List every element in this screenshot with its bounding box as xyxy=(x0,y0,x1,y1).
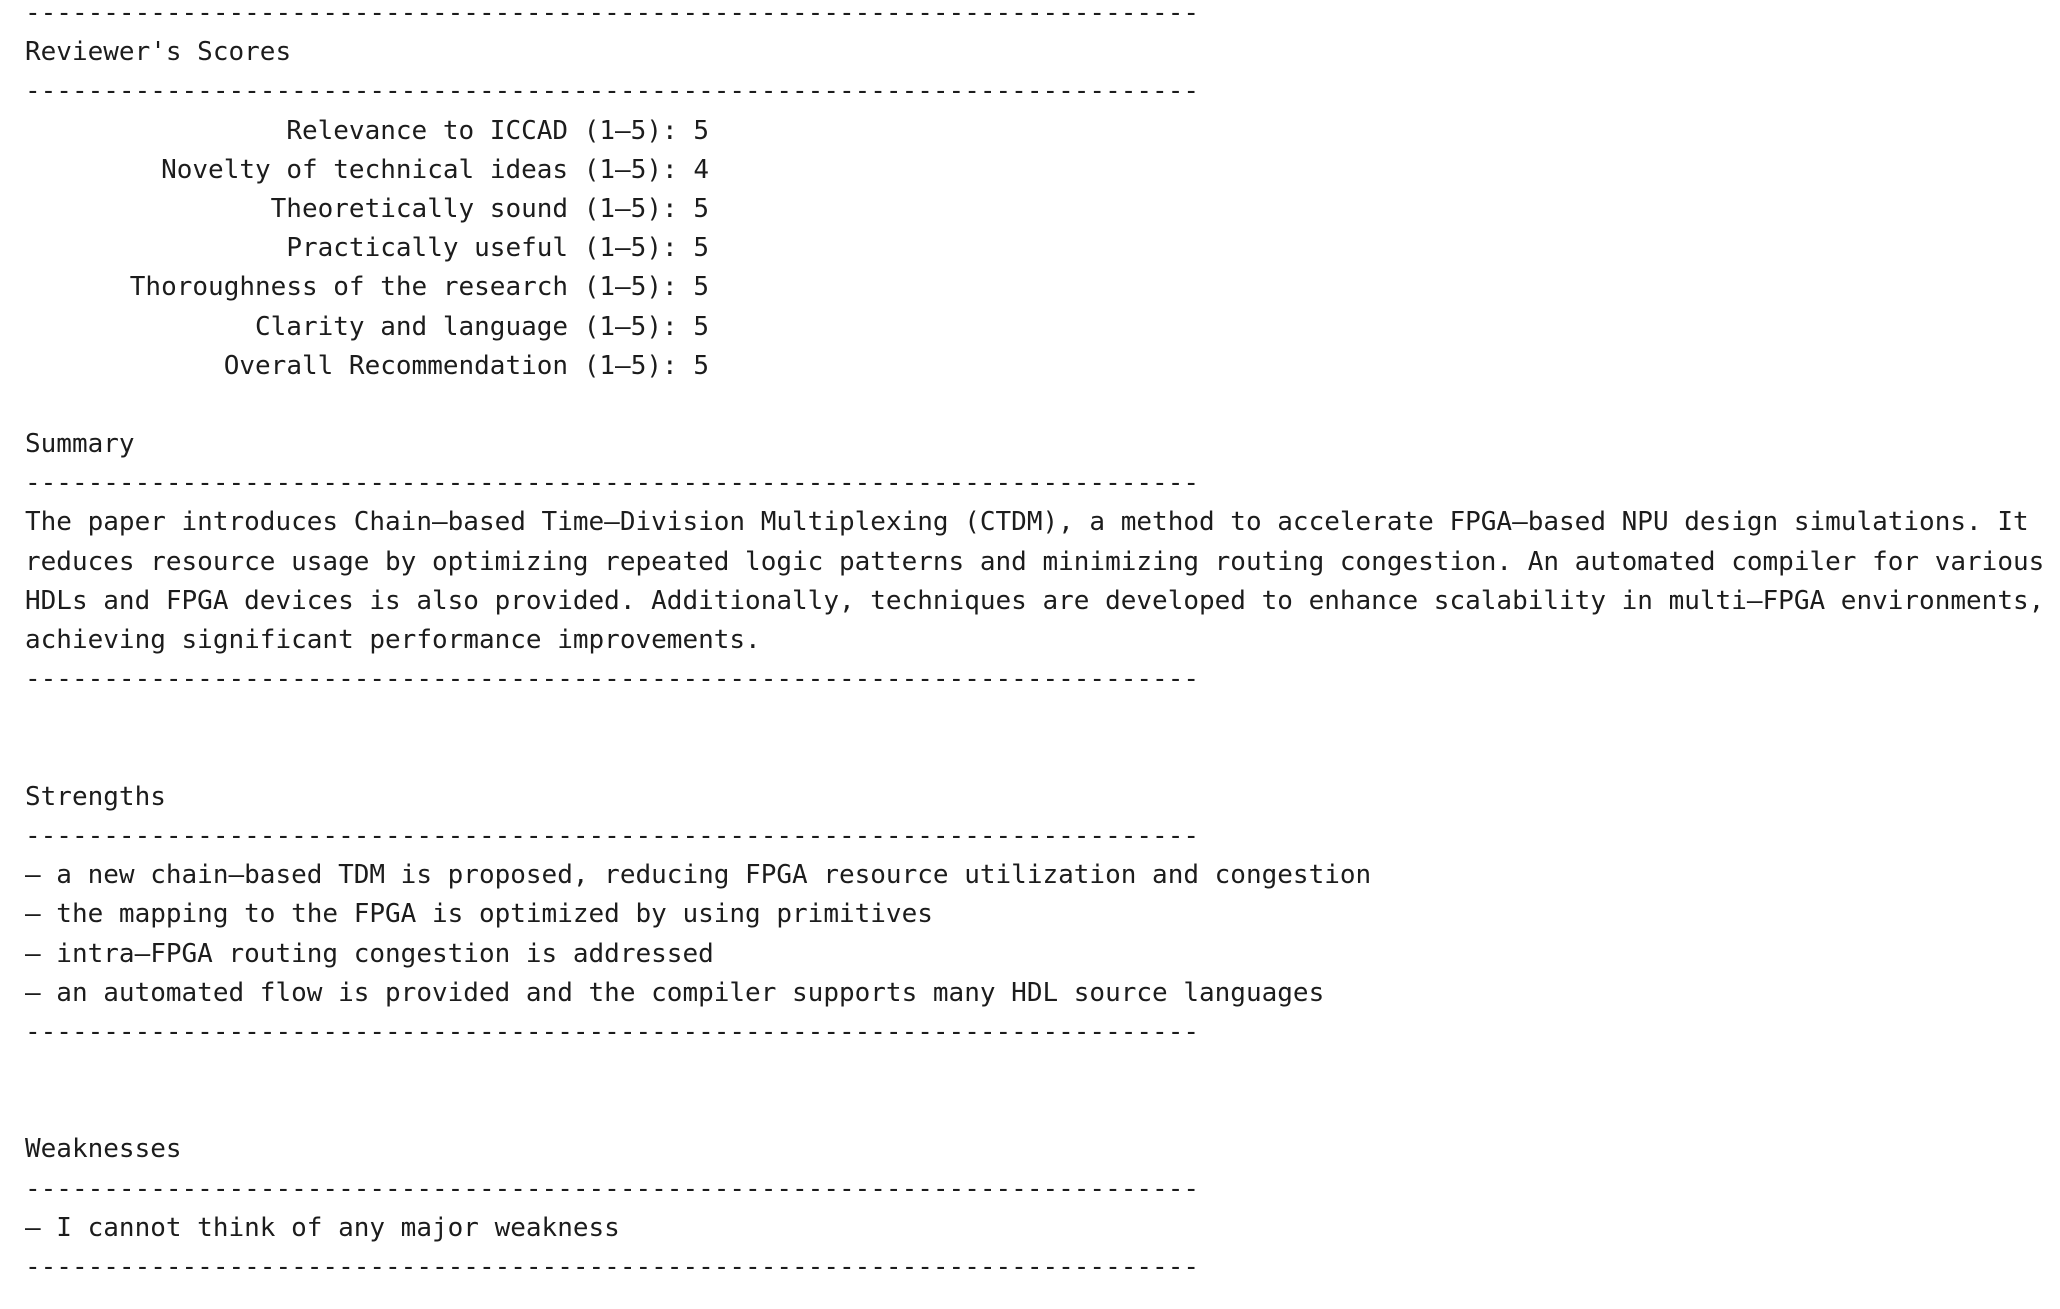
score-row: Thoroughness of the research (1–5) : 5 xyxy=(25,268,2055,307)
summary-line: reduces resource usage by optimizing repeated logic patterns and minimizing routing congestion. An automated compiler for various xyxy=(25,546,2045,577)
score-value: 5 xyxy=(693,115,709,146)
strengths-heading: Strengths xyxy=(25,781,166,812)
list-item: – the mapping to the FPGA is optimized by using primitives xyxy=(25,899,933,930)
divider xyxy=(25,1248,2055,1287)
divider xyxy=(25,0,2055,33)
list-item: – intra–FPGA routing congestion is addressed xyxy=(25,938,714,969)
score-row: Relevance to ICCAD (1–5) : 5 xyxy=(25,112,2055,151)
score-value: 5 xyxy=(693,233,709,264)
score-label: Thoroughness of the research (1–5) xyxy=(129,272,662,303)
divider xyxy=(25,464,2055,503)
divider xyxy=(25,72,2055,111)
score-value: 5 xyxy=(693,193,709,224)
summary-heading: Summary xyxy=(25,429,135,460)
weaknesses-heading: Weaknesses xyxy=(25,1134,182,1165)
spacer xyxy=(25,386,2055,425)
score-value: 5 xyxy=(693,350,709,381)
weaknesses-list xyxy=(25,1209,2055,1248)
divider xyxy=(25,660,2055,699)
divider xyxy=(25,817,2055,856)
score-row: Clarity and language (1–5) : 5 xyxy=(25,308,2055,347)
review-document xyxy=(25,0,2055,1287)
spacer xyxy=(25,1052,2055,1091)
summary-line: The paper introduces Chain–based Time–Division Multiplexing (CTDM), a method to accelerate FPGA–based NPU design simulations. It xyxy=(25,507,2029,538)
list-item: – an automated flow is provided and the compiler supports many HDL source languages xyxy=(25,977,1325,1008)
score-row: Overall Recommendation (1–5) : 5 xyxy=(25,347,2055,386)
score-row: Theoretically sound (1–5) : 5 xyxy=(25,190,2055,229)
spacer xyxy=(25,699,2055,738)
score-label: Overall Recommendation (1–5) xyxy=(223,350,662,381)
score-value: 5 xyxy=(693,272,709,303)
summary-text xyxy=(25,503,2055,660)
score-label: Relevance to ICCAD (1–5) xyxy=(286,115,662,146)
score-label: Clarity and language (1–5) xyxy=(255,311,662,342)
scores-list xyxy=(25,112,2055,386)
spacer xyxy=(25,1091,2055,1130)
spacer xyxy=(25,739,2055,778)
divider xyxy=(25,1013,2055,1052)
list-item: – I cannot think of any major weakness xyxy=(25,1212,620,1243)
score-row: Practically useful (1–5) : 5 xyxy=(25,229,2055,268)
divider xyxy=(25,1170,2055,1209)
summary-line: HDLs and FPGA devices is also provided. Additionally, techniques are developed to enhance scalability in multi–FPGA environments, xyxy=(25,585,2045,616)
summary-line: achieving significant performance improvements. xyxy=(25,625,761,655)
score-label: Theoretically sound (1–5) xyxy=(270,193,662,224)
score-label: Novelty of technical ideas (1–5) xyxy=(161,154,662,185)
score-label: Practically useful (1–5) xyxy=(286,233,662,264)
score-value: 4 xyxy=(693,154,709,185)
score-value: 5 xyxy=(693,311,709,342)
list-item: – a new chain–based TDM is proposed, reducing FPGA resource utilization and congestion xyxy=(25,860,1372,891)
strengths-list xyxy=(25,856,2055,1013)
scores-heading: Reviewer's Scores xyxy=(25,37,292,68)
score-row: Novelty of technical ideas (1–5) : 4 xyxy=(25,151,2055,190)
